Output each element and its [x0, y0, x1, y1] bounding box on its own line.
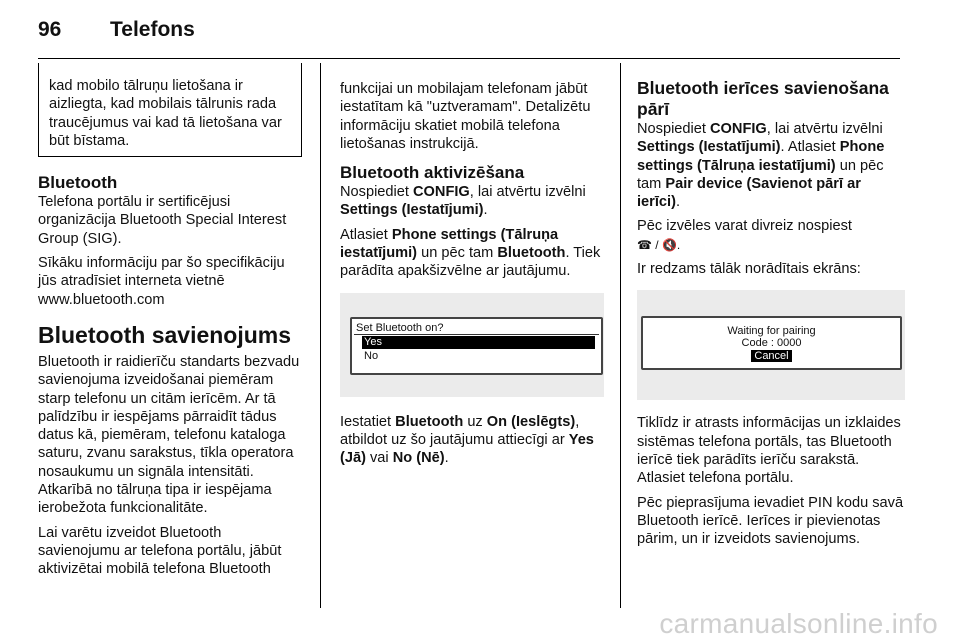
bluetooth-para-2: Sīkāku informāciju par šo specifikāciju jūs atradīsiet interneta vietnē www.bluetooth.com [38, 255, 285, 308]
page-header [38, 18, 195, 42]
header-rule [38, 58, 900, 59]
pairing-para-2: Pēc izvēles varat divreiz nospiest ☎ / 🔇. [637, 218, 852, 252]
pairing-para-1: Nospiediet CONFIG, lai atvērtu izvēlni Settings (Iestatījumi). Atlasiet Phone settings (Tālruņa iestatījumi) un pēc tam Pair device (Savienot pārī ar ierīci). [637, 121, 885, 211]
continued-text: funkcijai un mobilajam telefonam jābūt iestatītam kā "uztveramam". Detalizētu informāciju skatiet mobilā telefona lietošanas instrukcijā. [340, 81, 591, 152]
column-divider-2 [620, 63, 621, 608]
pairing-display-panel [641, 316, 902, 370]
bluetooth-heading: Bluetooth [38, 173, 118, 193]
watermark: carmanualsonline.info [659, 608, 938, 639]
connection-para-1: Bluetooth ir raidierīču standarts bezvadu savienojuma izveidošanai piemēram starp telefonu un citām ierīcēm. Ar tā palīdzību ir iespējams pārraidīt tādus datus kā, piemēram, telefonu kataloga saturu, zvanu sarakstus, tīkla operatora nosaukumu un signāla intensitāti. Atkarībā no tālruņa tipa ir iespējama ierobežota funkcionalitāte. [38, 353, 300, 517]
display-panel [350, 317, 603, 375]
set-instruction: Iestatiet Bluetooth uz On (Ieslēgts), atbildot uz šo jautājumu attiecīgi ar Yes (Jā) vai No (Nē). [340, 413, 594, 467]
waiting-text: Waiting for pairing [727, 325, 816, 338]
warning-text: kad mobilo tālruņu lietošana ir aizliegta, kad mobilais tālrunis rada traucējumus vai kad tā lietošana var būt bīstama. [49, 78, 282, 149]
column-1 [38, 63, 302, 585]
warning-box [38, 63, 302, 157]
activation-para-2: Atlasiet Phone settings (Tālruņa iestatījumi) un pēc tam Bluetooth. Tiek parādīta apakšizvēlne ar jautājumu. [340, 226, 601, 280]
screen-question: Set Bluetooth on? [356, 321, 444, 334]
page-number: 96 [38, 18, 62, 41]
screen-divider [354, 334, 599, 335]
page-title: Telefons [110, 18, 195, 41]
column-2 [340, 80, 604, 474]
connection-para-2: Lai varētu izveidot Bluetooth savienojumu ar telefona portālu, jābūt aktivizētai mobilā telefona Bluetooth [38, 524, 282, 578]
activation-para-1: Nospiediet CONFIG, lai atvērtu izvēlni Settings (Iestatījumi). [340, 184, 586, 219]
column-divider-1 [320, 63, 321, 608]
pairing-screen-image [637, 290, 905, 400]
cancel-button: Cancel [751, 350, 791, 362]
bluetooth-screen-image [340, 293, 604, 397]
option-no: No [364, 349, 379, 362]
pairing-para-4: Tiklīdz ir atrasts informācijas un izklaides sistēmas telefona portāls, tas Bluetooth ierīcē tiek parādīts ierīču sarakstā. Atlasiet telefona portālu. [637, 415, 901, 487]
bluetooth-para-1: Telefona portālu ir sertificējusi organizācija Bluetooth Special Interest Group (SIG). [38, 194, 287, 247]
option-yes: Yes [362, 336, 595, 349]
pairing-para-5: Pēc pieprasījuma ievadiet PIN kodu savā Bluetooth ierīcē. Ierīces ir pievienotas pārim, un ir izveidots savienojums. [637, 494, 904, 548]
activation-heading: Bluetooth aktivizēšana [340, 163, 525, 183]
phone-mute-icons: ☎ / 🔇. [637, 237, 681, 252]
pairing-para-3: Ir redzams tālāk norādītais ekrāns: [637, 261, 861, 278]
column-3 [637, 78, 905, 554]
code-text: Code : 0000 [741, 337, 802, 350]
connection-heading: Bluetooth savienojums [38, 321, 292, 348]
pairing-heading: Bluetooth ierīces savienošana pārī [637, 78, 889, 119]
